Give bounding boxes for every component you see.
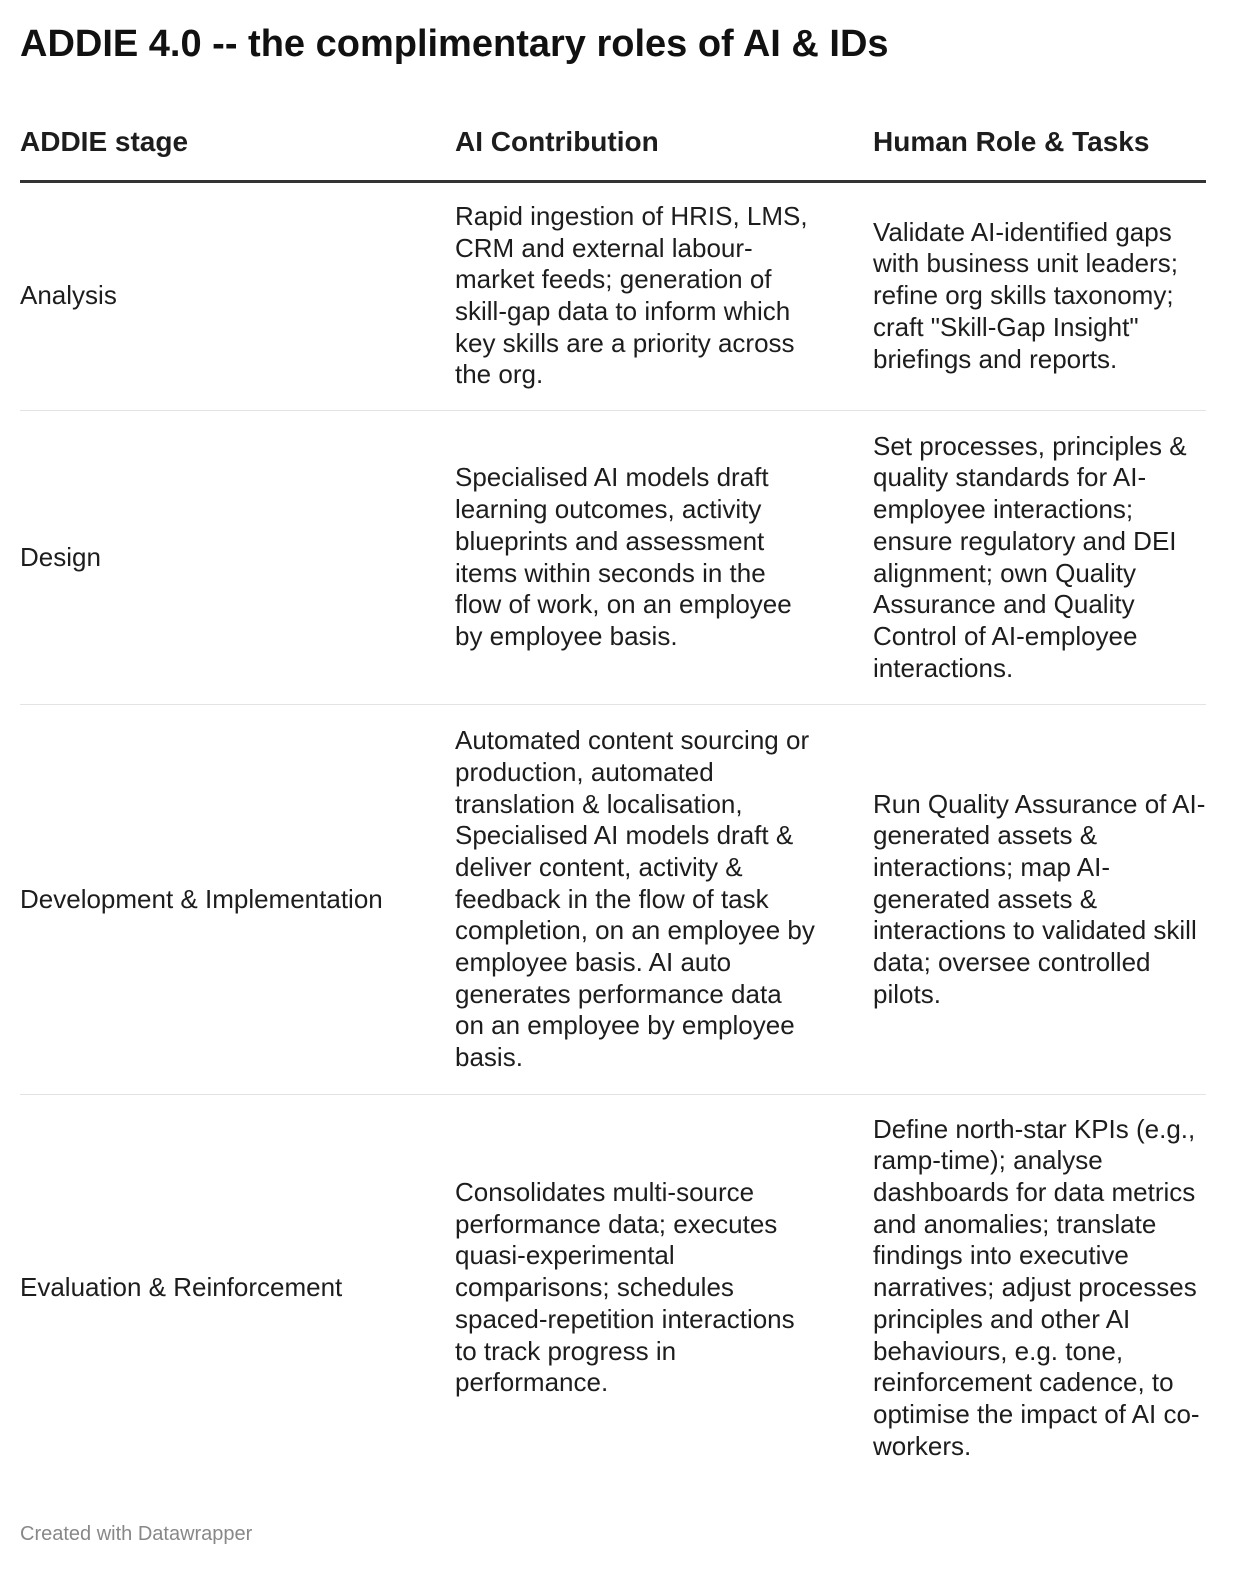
row-human-role bbox=[873, 411, 1213, 704]
table-row bbox=[20, 1095, 1206, 1481]
table-header bbox=[20, 116, 1206, 183]
table-row bbox=[20, 705, 1206, 1095]
row-human-role bbox=[873, 182, 1213, 410]
ai-text: Rapid ingestion of HRIS, LMS, CRM and external labour-market feeds; generation of skill-gap data to inform which key skills are a priority across the org. bbox=[455, 200, 808, 390]
header-human-role: Human Role & Tasks bbox=[873, 126, 1150, 157]
human-text: Set processes, principles & quality standards for AI-employee interactions; ensure regulatory and DEI alignment; own Quality Assurance and Quality Control of AI-employee interactions. bbox=[873, 430, 1187, 683]
row-stage bbox=[20, 705, 440, 1094]
page-title: ADDIE 4.0 -- the complimentary roles of AI & IDs bbox=[20, 23, 889, 65]
header-ai-contribution: AI Contribution bbox=[455, 126, 659, 157]
row-human-role bbox=[873, 1095, 1213, 1481]
row-ai-contribution bbox=[455, 182, 815, 410]
header-addie-stage: ADDIE stage bbox=[20, 126, 189, 157]
stage-label: Analysis bbox=[20, 280, 117, 311]
table-row bbox=[20, 182, 1206, 411]
row-human-role bbox=[873, 705, 1213, 1094]
human-text: Run Quality Assurance of AI-generated assets & interactions; map AI-generated assets & interactions to validated skill data; oversee controlled pilots. bbox=[873, 788, 1206, 1009]
row-stage bbox=[20, 1095, 440, 1481]
ai-text: Consolidates multi-source performance data; executes quasi-experimental comparisons; schedules spaced-repetition interactions to track progress in performance. bbox=[455, 1177, 795, 1398]
row-ai-contribution bbox=[455, 705, 815, 1094]
human-text: Validate AI-identified gaps with business unit leaders; refine org skills taxonomy; craft "Skill-Gap Insight" briefings and reports. bbox=[873, 216, 1178, 374]
stage-label: Development & Implementation bbox=[20, 883, 383, 914]
row-stage bbox=[20, 411, 440, 704]
human-text: Define north-star KPIs (e.g., ramp-time); analyse dashboards for data metrics and anomalies; translate findings into executive narratives; adjust processes principles and other AI behaviours, e.g. tone, reinforcement cadence, to optimise the impact of AI co-workers. bbox=[873, 1113, 1200, 1461]
ai-text: Automated content sourcing or production, automated translation & localisation, Specialised AI models draft & deliver content, activity & feedback in the flow of task completion, on an employee by employee basis. AI auto generates performance data on an employee by employee basis. bbox=[455, 725, 815, 1073]
datawrapper-credit: Created with Datawrapper bbox=[20, 1523, 253, 1545]
stage-label: Design bbox=[20, 541, 101, 572]
ai-text: Specialised AI models draft learning outcomes, activity blueprints and assessment items within seconds in the flow of work, on an employee by employee basis. bbox=[455, 462, 792, 651]
row-ai-contribution bbox=[455, 1095, 815, 1481]
table-row bbox=[20, 411, 1206, 705]
row-stage bbox=[20, 182, 440, 410]
row-ai-contribution bbox=[455, 411, 815, 704]
stage-label: Evaluation & Reinforcement bbox=[20, 1272, 343, 1303]
